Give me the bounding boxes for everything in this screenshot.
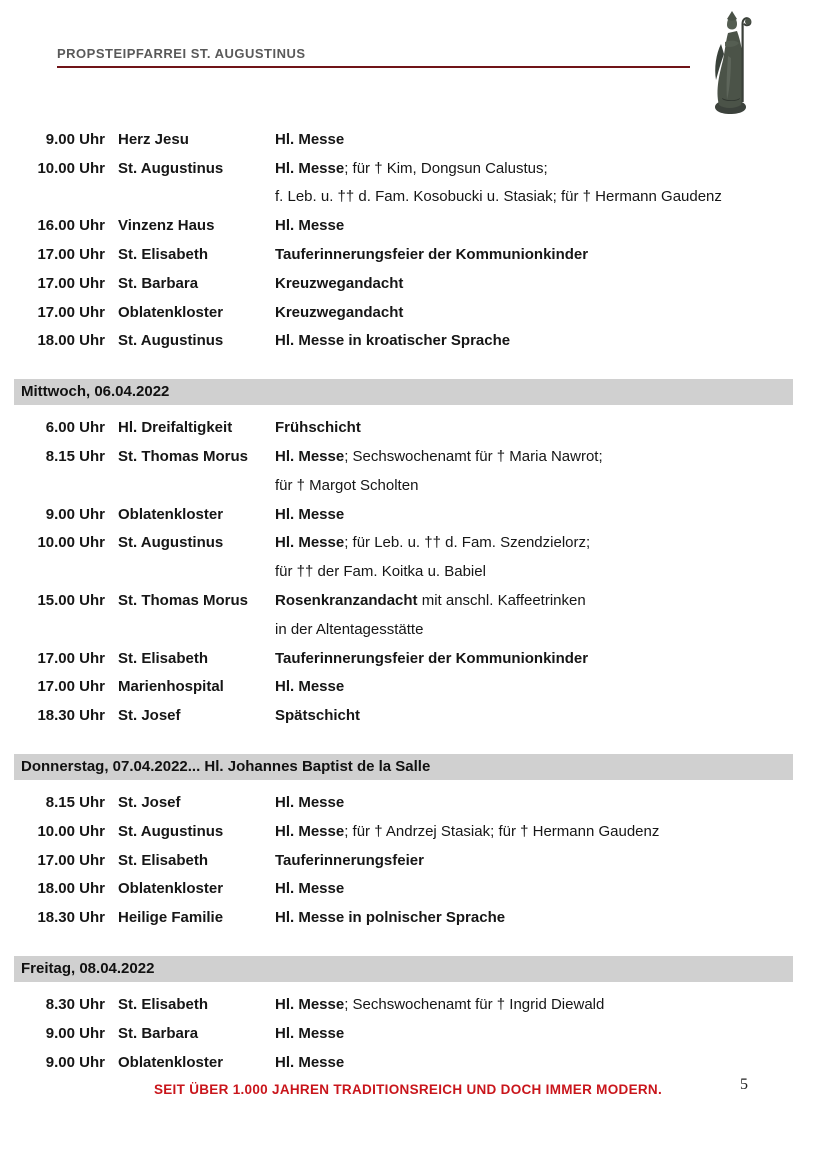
schedule-row: [0, 788, 827, 817]
description-text: Tauferinnerungsfeier: [275, 851, 424, 869]
time-cell: 18.30 Uhr: [37, 707, 105, 725]
description-cell: [275, 448, 827, 465]
schedule-row: [0, 846, 827, 875]
time-cell: 10.00 Uhr: [37, 534, 105, 552]
description-cell: [275, 650, 827, 667]
description-cell: [275, 419, 827, 436]
description-text: Spätschicht: [275, 707, 361, 725]
location-cell: St. Thomas Morus: [118, 592, 249, 610]
description-text: Hl. Messe: [275, 678, 345, 696]
description-text: Hl. Messe: [275, 217, 345, 235]
description-cell: [275, 246, 827, 263]
schedule-row-continuation: [0, 557, 827, 586]
schedule-row: [0, 413, 827, 442]
location-cell: St. Augustinus: [118, 159, 224, 177]
description-cell: [275, 131, 827, 148]
description-cell: [275, 707, 827, 724]
description-text: f. Leb. u. †† d. Fam. Kosobucki u. Stasiak; für † Hermann Gaudenz: [275, 188, 722, 206]
description-text: Hl. Messe: [275, 996, 345, 1014]
location-cell: St. Josef: [118, 794, 181, 812]
description-text: ; Sechswochenamt für † Maria Nawrot;: [344, 448, 603, 466]
location-cell: Oblatenkloster: [118, 1053, 224, 1071]
time-cell: 18.30 Uhr: [37, 909, 105, 927]
description-text: Kreuzwegandacht: [275, 303, 404, 321]
time-cell: 17.00 Uhr: [37, 851, 105, 869]
description-text: Hl. Messe: [275, 880, 345, 898]
time-cell: 8.15 Uhr: [45, 794, 105, 812]
description-cell: [275, 160, 827, 177]
schedule-row: [0, 500, 827, 529]
location-cell: St. Augustinus: [118, 822, 224, 840]
description-text: ; Sechswochenamt für † Ingrid Diewald: [344, 996, 605, 1014]
location-cell: St. Barbara: [118, 1024, 199, 1042]
description-text: für †† der Fam. Koitka u. Babiel: [275, 563, 486, 581]
description-text: Tauferinnerungsfeier der Kommunionkinder: [275, 246, 589, 264]
schedule-row: [0, 1048, 827, 1077]
schedule-row: [0, 298, 827, 327]
time-cell: 18.00 Uhr: [37, 880, 105, 898]
schedule-row: [0, 701, 827, 730]
description-text: Hl. Messe: [275, 130, 345, 148]
schedule-row: [0, 990, 827, 1019]
description-text: ; für Leb. u. †† d. Fam. Szendzielorz;: [344, 534, 591, 552]
augustinus-statue-icon: [697, 10, 767, 115]
location-cell: St. Elisabeth: [118, 246, 209, 264]
description-text: Rosenkranzandacht: [275, 592, 418, 610]
schedule-row: [0, 586, 827, 615]
location-cell: Hl. Dreifaltigkeit: [118, 419, 233, 437]
location-cell: Marienhospital: [118, 678, 224, 696]
location-cell: St. Elisabeth: [118, 649, 209, 667]
page-header: [57, 46, 690, 68]
time-cell: 17.00 Uhr: [37, 246, 105, 264]
schedule-row-continuation: [0, 615, 827, 644]
day-section: [0, 956, 827, 1076]
description-cell: [275, 188, 827, 205]
description-text: Kreuzwegandacht: [275, 274, 404, 292]
description-cell: [275, 1054, 827, 1071]
time-cell: 17.00 Uhr: [37, 303, 105, 321]
time-cell: 15.00 Uhr: [37, 592, 105, 610]
time-cell: 9.00 Uhr: [45, 505, 105, 523]
day-section: [0, 125, 827, 355]
description-cell: [275, 332, 827, 349]
location-cell: St. Barbara: [118, 274, 199, 292]
location-cell: Vinzenz Haus: [118, 217, 215, 235]
description-text: für † Margot Scholten: [275, 476, 419, 494]
day-section: [0, 379, 827, 730]
schedule-row: [0, 442, 827, 471]
time-cell: 8.15 Uhr: [45, 448, 105, 466]
time-cell: 10.00 Uhr: [37, 822, 105, 840]
time-cell: 10.00 Uhr: [37, 159, 105, 177]
day-section-header: Mittwoch, 06.04.2022: [14, 379, 793, 405]
description-text: Hl. Messe: [275, 505, 345, 523]
description-text: Hl. Messe: [275, 1024, 345, 1042]
location-cell: St. Augustinus: [118, 332, 224, 350]
schedule-row: [0, 673, 827, 702]
description-text: Tauferinnerungsfeier der Kommunionkinder: [275, 649, 589, 667]
location-cell: Oblatenkloster: [118, 505, 224, 523]
time-cell: 18.00 Uhr: [37, 332, 105, 350]
description-text: Hl. Messe in kroatischer Sprache: [275, 332, 511, 350]
location-cell: Oblatenkloster: [118, 303, 224, 321]
location-cell: St. Josef: [118, 707, 181, 725]
time-cell: 6.00 Uhr: [45, 419, 105, 437]
time-cell: 17.00 Uhr: [37, 678, 105, 696]
header-title: PROPSTEIPFARREI ST. AUGUSTINUS: [57, 46, 306, 61]
description-cell: [275, 678, 827, 695]
time-cell: 17.00 Uhr: [37, 274, 105, 292]
schedule-row: [0, 240, 827, 269]
description-cell: [275, 217, 827, 234]
day-section-header: Donnerstag, 07.04.2022... Hl. Johannes Baptist de la Salle: [14, 754, 793, 780]
description-text: ; für † Kim, Dongsun Calustus;: [344, 159, 548, 177]
day-section-header: Freitag, 08.04.2022: [14, 956, 793, 982]
location-cell: Oblatenkloster: [118, 880, 224, 898]
page-number: 5: [740, 1076, 748, 1093]
location-cell: St. Elisabeth: [118, 851, 209, 869]
location-cell: St. Elisabeth: [118, 996, 209, 1014]
location-cell: St. Thomas Morus: [118, 448, 249, 466]
description-text: Hl. Messe: [275, 794, 345, 812]
schedule-row: [0, 817, 827, 846]
description-cell: [275, 592, 827, 609]
description-text: Hl. Messe: [275, 1053, 345, 1071]
footer-motto: SEIT ÜBER 1.000 JAHREN TRADITIONSREICH UND DOCH IMMER MODERN.: [153, 1082, 663, 1097]
schedule-row: [0, 211, 827, 240]
description-cell: [275, 996, 827, 1013]
schedule-row-continuation: [0, 183, 827, 212]
location-cell: St. Augustinus: [118, 534, 224, 552]
description-cell: [275, 1025, 827, 1042]
schedule-row: [0, 875, 827, 904]
description-cell: [275, 534, 827, 551]
description-text: Hl. Messe in polnischer Sprache: [275, 909, 506, 927]
description-text: mit anschl. Kaffeetrinken: [417, 592, 586, 610]
description-cell: [275, 794, 827, 811]
schedule-row: [0, 644, 827, 673]
description-text: in der Altentagesstätte: [275, 620, 424, 638]
description-cell: [275, 275, 827, 292]
time-cell: 9.00 Uhr: [45, 130, 105, 148]
location-cell: Herz Jesu: [118, 130, 189, 148]
description-text: Hl. Messe: [275, 448, 345, 466]
description-text: Hl. Messe: [275, 822, 345, 840]
schedule-row: [0, 903, 827, 932]
description-cell: [275, 621, 827, 638]
description-cell: [275, 823, 827, 840]
description-text: Frühschicht: [275, 419, 361, 437]
description-text: ; für † Andrzej Stasiak; für † Hermann Gaudenz: [344, 822, 660, 840]
description-cell: [275, 477, 827, 494]
description-cell: [275, 852, 827, 869]
time-cell: 8.30 Uhr: [45, 996, 105, 1014]
time-cell: 16.00 Uhr: [37, 217, 105, 235]
schedule-row: [0, 1019, 827, 1048]
description-text: Hl. Messe: [275, 534, 345, 552]
schedule-row-continuation: [0, 471, 827, 500]
day-section: [0, 754, 827, 932]
description-cell: [275, 506, 827, 523]
schedule-row: [0, 269, 827, 298]
description-cell: [275, 909, 827, 926]
time-cell: 9.00 Uhr: [45, 1053, 105, 1071]
description-cell: [275, 563, 827, 580]
time-cell: 17.00 Uhr: [37, 649, 105, 667]
time-cell: 9.00 Uhr: [45, 1024, 105, 1042]
schedule-row: [0, 125, 827, 154]
description-cell: [275, 880, 827, 897]
schedule-row: [0, 529, 827, 558]
location-cell: Heilige Familie: [118, 909, 224, 927]
schedule-row: [0, 154, 827, 183]
schedule: [0, 125, 827, 1077]
description-cell: [275, 304, 827, 321]
schedule-row: [0, 327, 827, 356]
description-text: Hl. Messe: [275, 159, 345, 177]
